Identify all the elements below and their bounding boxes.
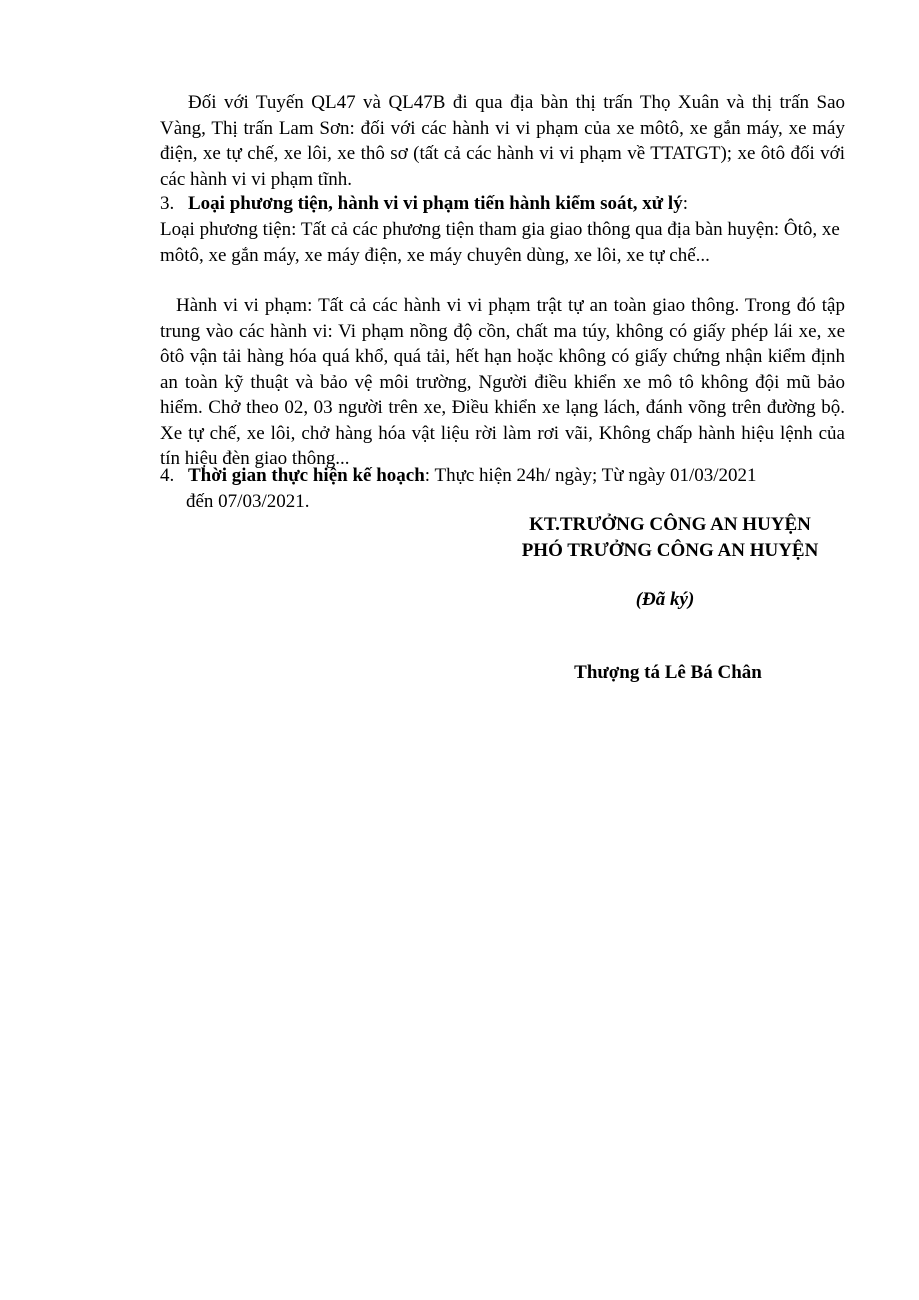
signature-title-line2: PHÓ TRƯỞNG CÔNG AN HUYỆN (521, 540, 819, 561)
section-4-title: Thời gian thực hiện kế hoạch (188, 465, 425, 486)
signature-title-line1: KT.TRƯỞNG CÔNG AN HUYỆN (529, 514, 811, 535)
signed-note: (Đã ký) (635, 589, 695, 610)
section-3-heading (160, 191, 845, 217)
route-scope-paragraph: Đối với Tuyến QL47 và QL47B đi qua địa bàn thị trấn Thọ Xuân và thị trấn Sao Vàng, Thị trấn Lam Sơn: đối với các hành vi vi phạm của xe môtô, xe gắn máy, xe máy điện, xe tự chế, xe lôi, xe thô sơ (tất cả các hành vi vi phạm về TTATGT); xe ôtô đối với các hành vi vi phạm tĩnh. (160, 92, 845, 190)
section-4-text-continued: đến 07/03/2021. (186, 490, 310, 512)
vehicle-types-paragraph: Loại phương tiện: Tất cả các phương tiện tham gia giao thông qua địa bàn huyện: Ôtô, xe môtô, xe gắn máy, xe máy điện, xe máy chuyên dùng, xe lôi, xe tự chế... (160, 219, 840, 266)
section-4 (160, 463, 845, 514)
section-3-number: 3. (160, 193, 175, 214)
section-4-number: 4. (160, 465, 175, 486)
section-3-title: Loại phương tiện, hành vi vi phạm tiến hành kiểm soát, xử lý (188, 193, 683, 214)
section-3-colon: : (682, 193, 688, 214)
signer-name: Thượng tá Lê Bá Chân (574, 662, 762, 683)
violations-paragraph: Hành vi vi phạm: Tất cả các hành vi vi phạm trật tự an toàn giao thông. Trong đó tập trung vào các hành vi: Vi phạm nồng độ cồn, chất ma túy, không có giấy phép lái xe, xe ôtô vận tải hàng hóa quá khổ, quá tải, hết hạn hoặc không có giấy chứng nhận kiểm định an toàn kỹ thuật và bảo vệ môi trường, Người điều khiển xe mô tô không đội mũ bảo hiểm. Chở theo 02, 03 người trên xe, Điều khiển xe lạng lách, đánh võng trên đường bộ. Xe tự chế, xe lôi, chở hàng hóa vật liệu rời làm rơi vãi, Không chấp hành hiệu lệnh của tín hiệu đèn giao thông... (160, 295, 845, 469)
section-4-text: : Thực hiện 24h/ ngày; Từ ngày 01/03/2021 (424, 465, 757, 486)
